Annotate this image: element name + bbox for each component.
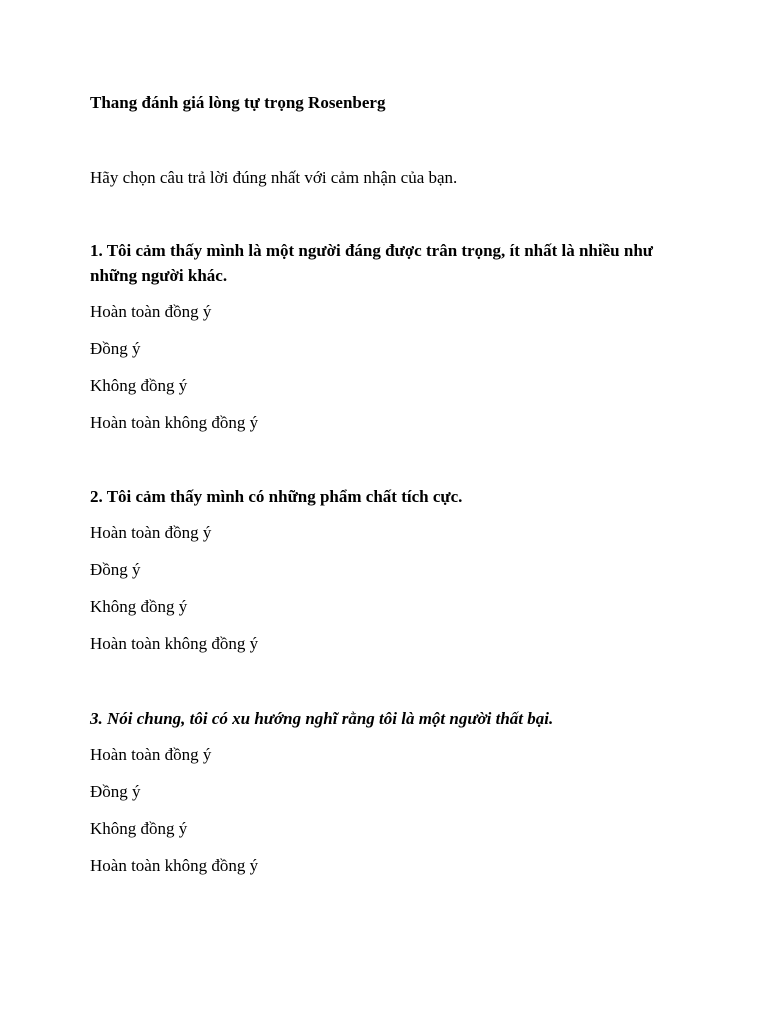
option-agree: Đồng ý [90, 339, 141, 358]
question-1-options [90, 300, 258, 448]
option-disagree: Không đồng ý [90, 819, 188, 838]
question-1: 1. Tôi cảm thấy mình là một người đáng được trân trọng, ít nhất là nhiều như những người khác. [90, 241, 653, 285]
option-strongly-disagree: Hoàn toàn không đồng ý [90, 856, 259, 875]
instruction-text: Hãy chọn câu trả lời đúng nhất với cảm nhận của bạn. [90, 168, 458, 187]
option-strongly-disagree: Hoàn toàn không đồng ý [90, 413, 259, 432]
option-strongly-agree: Hoàn toàn đồng ý [90, 523, 212, 542]
page-title: Thang đánh giá lòng tự trọng Rosenberg [90, 93, 386, 112]
option-disagree: Không đồng ý [90, 376, 188, 395]
question-3-options [90, 743, 258, 891]
question-3: 3. Nói chung, tôi có xu hướng nghĩ rằng tôi là một người thất bại. [90, 709, 554, 728]
option-disagree: Không đồng ý [90, 597, 188, 616]
option-strongly-agree: Hoàn toàn đồng ý [90, 745, 212, 764]
option-strongly-disagree: Hoàn toàn không đồng ý [90, 634, 259, 653]
option-strongly-agree: Hoàn toàn đồng ý [90, 302, 212, 321]
option-agree: Đồng ý [90, 782, 141, 801]
question-2-options [90, 521, 258, 669]
option-agree: Đồng ý [90, 560, 141, 579]
question-2: 2. Tôi cảm thấy mình có những phẩm chất tích cực. [90, 487, 463, 506]
